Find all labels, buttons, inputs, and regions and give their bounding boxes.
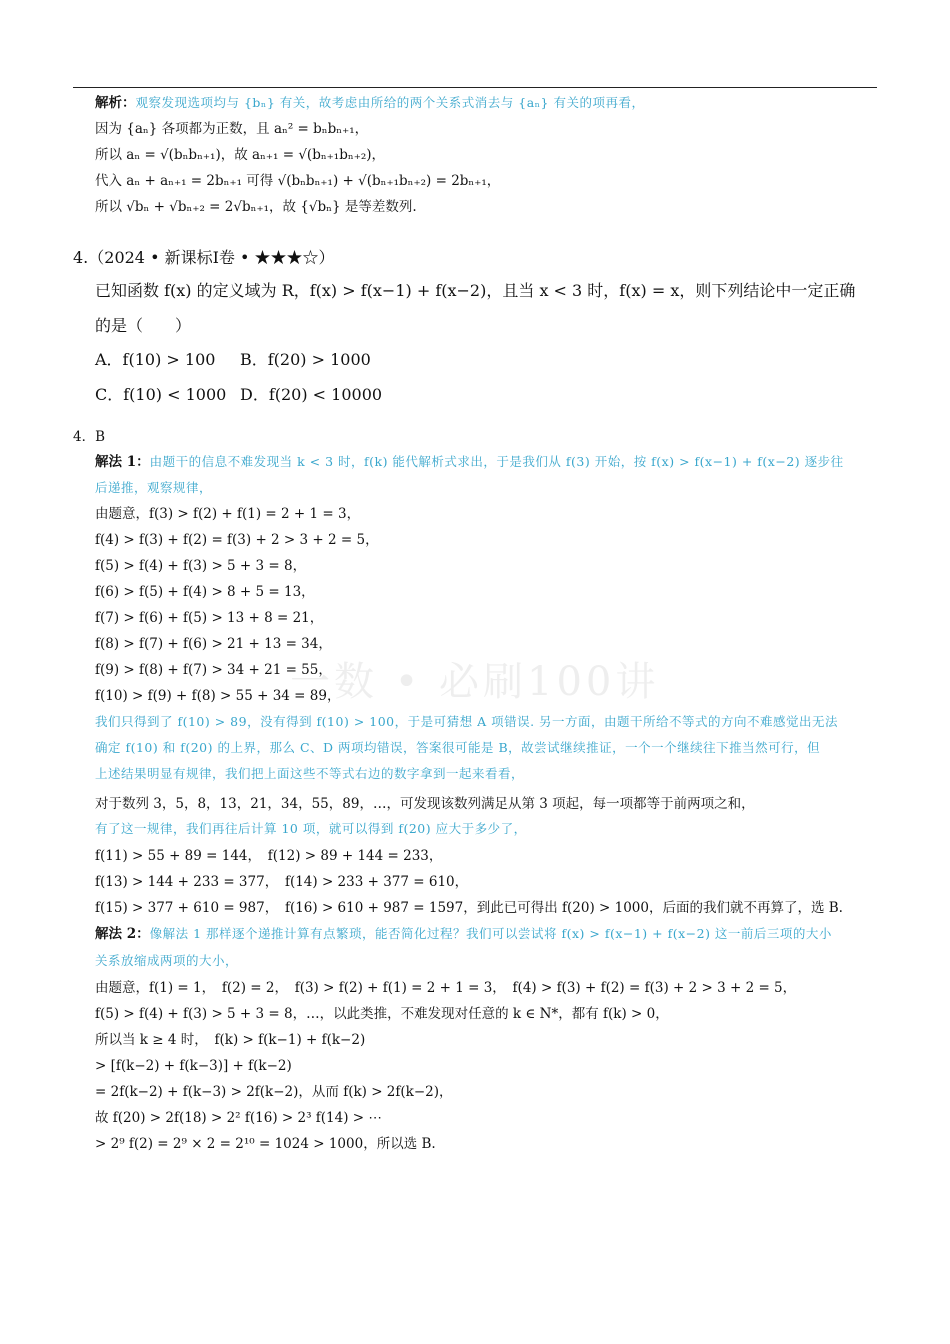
option-d: D．f(20) < 10000 [240, 385, 383, 404]
step-line: = 2f(k−2) + f(k−3) > 2f(k−2)，从而 f(k) > 2f(k−2)， [95, 1084, 453, 1100]
step-line: > 2⁹ f(2) = 2⁹ × 2 = 2¹⁰ = 1024 > 1000，所以选 B. [95, 1136, 436, 1152]
analysis-label: 解析： [95, 95, 136, 111]
watermark: 一数 • 必刷100讲 [290, 659, 660, 705]
step-line: f(15) > 377 + 610 = 987， f(16) > 610 + 987 = 1597，到此已可得出 f(20) > 1000，后面的我们就不再算了，选 B. [95, 900, 843, 916]
method1-line-1 [95, 452, 844, 472]
step-line: f(13) > 144 + 233 = 377， f(14) > 233 + 377 = 610， [95, 874, 469, 890]
method1-hint-4: 确定 f(10) 和 f(20) 的上界，那么 C、D 两项均错误，答案很可能是 B，故尝试继续推证，一个一个继续往下推当然可行，但 [95, 740, 821, 755]
prev-line-1 [95, 93, 644, 113]
answer-header: 4．B [73, 429, 106, 445]
step-line: f(5) > f(4) + f(3) > 5 + 3 = 8，…，以此类推，不难发现对任意的 k ∈ N*，都有 f(k) > 0， [95, 1006, 669, 1022]
method2-hint-2: 关系放缩成两项的大小， [95, 953, 239, 968]
method1-hint-2: 后递推，观察规律， [95, 480, 213, 495]
step-line: 故 f(20) > 2f(18) > 2² f(16) > 2³ f(14) > ⋯ [95, 1110, 382, 1126]
method1-hint-6: 有了这一规律，我们再往后计算 10 项，就可以得到 f(20) 应大于多少了， [95, 821, 527, 836]
option-c: C．f(10) < 1000 [95, 385, 227, 404]
step-line: 由题意，f(1) = 1， f(2) = 2， f(3) > f(2) + f(1) = 2 + 1 = 3， f(4) > f(3) + f(2) = f(3) + 2 > 3 + 2 = 5， [95, 980, 797, 996]
step-line: > [f(k−2) + f(k−3)] + f(k−2) [95, 1058, 292, 1074]
question-stem-1: 已知函数 f(x) 的定义域为 R，f(x) > f(x−1) + f(x−2)，且当 x < 3 时，f(x) = x，则下列结论中一定正确 [95, 281, 856, 300]
option-b: B．f(20) > 1000 [240, 350, 371, 369]
step-line: f(11) > 55 + 89 = 144， f(12) > 89 + 144 = 233， [95, 848, 443, 864]
prev-line-5: 所以 √bₙ + √bₙ₊₂ = 2√bₙ₊₁，故 {√bₙ} 是等差数列. [95, 199, 417, 215]
step-line: f(4) > f(3) + f(2) = f(3) + 2 > 3 + 2 = 5， [95, 532, 379, 548]
step-line: 对于数列 3，5，8，13，21，34，55，89，…，可发现该数列满足从第 3 项起，每一项都等于前两项之和， [95, 796, 755, 812]
step-line: 所以当 k ≥ 4 时， f(k) > f(k−1) + f(k−2) [95, 1032, 366, 1048]
method2-hint-1: 像解法 1 那样逐个递推计算有点繁琐，能否简化过程？我们可以尝试将 f(x) > f(x−1) + f(x−2) 这一前后三项的大小 [149, 926, 832, 941]
step-line: f(5) > f(4) + f(3) > 5 + 3 = 8， [95, 558, 307, 574]
step-line: f(7) > f(6) + f(5) > 13 + 8 = 21， [95, 610, 324, 626]
prev-line-2: 因为 {aₙ} 各项都为正数，且 aₙ² = bₙbₙ₊₁， [95, 121, 369, 137]
step-line: 由题意，f(3) > f(2) + f(1) = 2 + 1 = 3， [95, 506, 361, 522]
prev-line-4: 代入 aₙ + aₙ₊₁ = 2bₙ₊₁ 可得 √(bₙbₙ₊₁) + √(bₙ₊₁bₙ₊₂) = 2bₙ₊₁， [95, 173, 501, 189]
method1-hint-5: 上述结果明显有规律，我们把上面这些不等式右边的数字拿到一起来看看， [95, 766, 525, 781]
question-header: 4.（2024 • 新课标Ⅰ卷 • ★★★☆） [73, 248, 335, 267]
option-a: A．f(10) > 100 [95, 350, 216, 369]
prev-line-3: 所以 aₙ = √(bₙbₙ₊₁)，故 aₙ₊₁ = √(bₙ₊₁bₙ₊₂)， [95, 147, 385, 163]
step-line: f(8) > f(7) + f(6) > 21 + 13 = 34， [95, 636, 332, 652]
method2-line-1 [95, 924, 832, 944]
analysis-hint: 观察发现选项均与 {bₙ} 有关，故考虑由所给的两个关系式消去与 {aₙ} 有关的项再看， [135, 95, 645, 110]
method2-label: 解法 2： [95, 926, 150, 942]
step-line: f(6) > f(5) + f(4) > 8 + 5 = 13， [95, 584, 315, 600]
method1-hint-3: 我们只得到了 f(10) > 89，没有得到 f(10) > 100，于是可猜想 A 项错误. 另一方面，由题干所给不等式的方向不难感觉出无法 [95, 714, 839, 729]
step-line: f(9) > f(8) + f(7) > 34 + 21 = 55， [95, 662, 332, 678]
method1-hint-1: 由题干的信息不难发现当 k < 3 时，f(k) 能代解析式求出，于是我们从 f(3) 开始，按 f(x) > f(x−1) + f(x−2) 逐步往 [149, 454, 844, 469]
top-rule [73, 87, 877, 88]
step-line: f(10) > f(9) + f(8) > 55 + 34 = 89， [95, 688, 341, 704]
method1-label: 解法 1： [95, 454, 150, 470]
question-stem-2: 的是（ ） [95, 316, 192, 335]
